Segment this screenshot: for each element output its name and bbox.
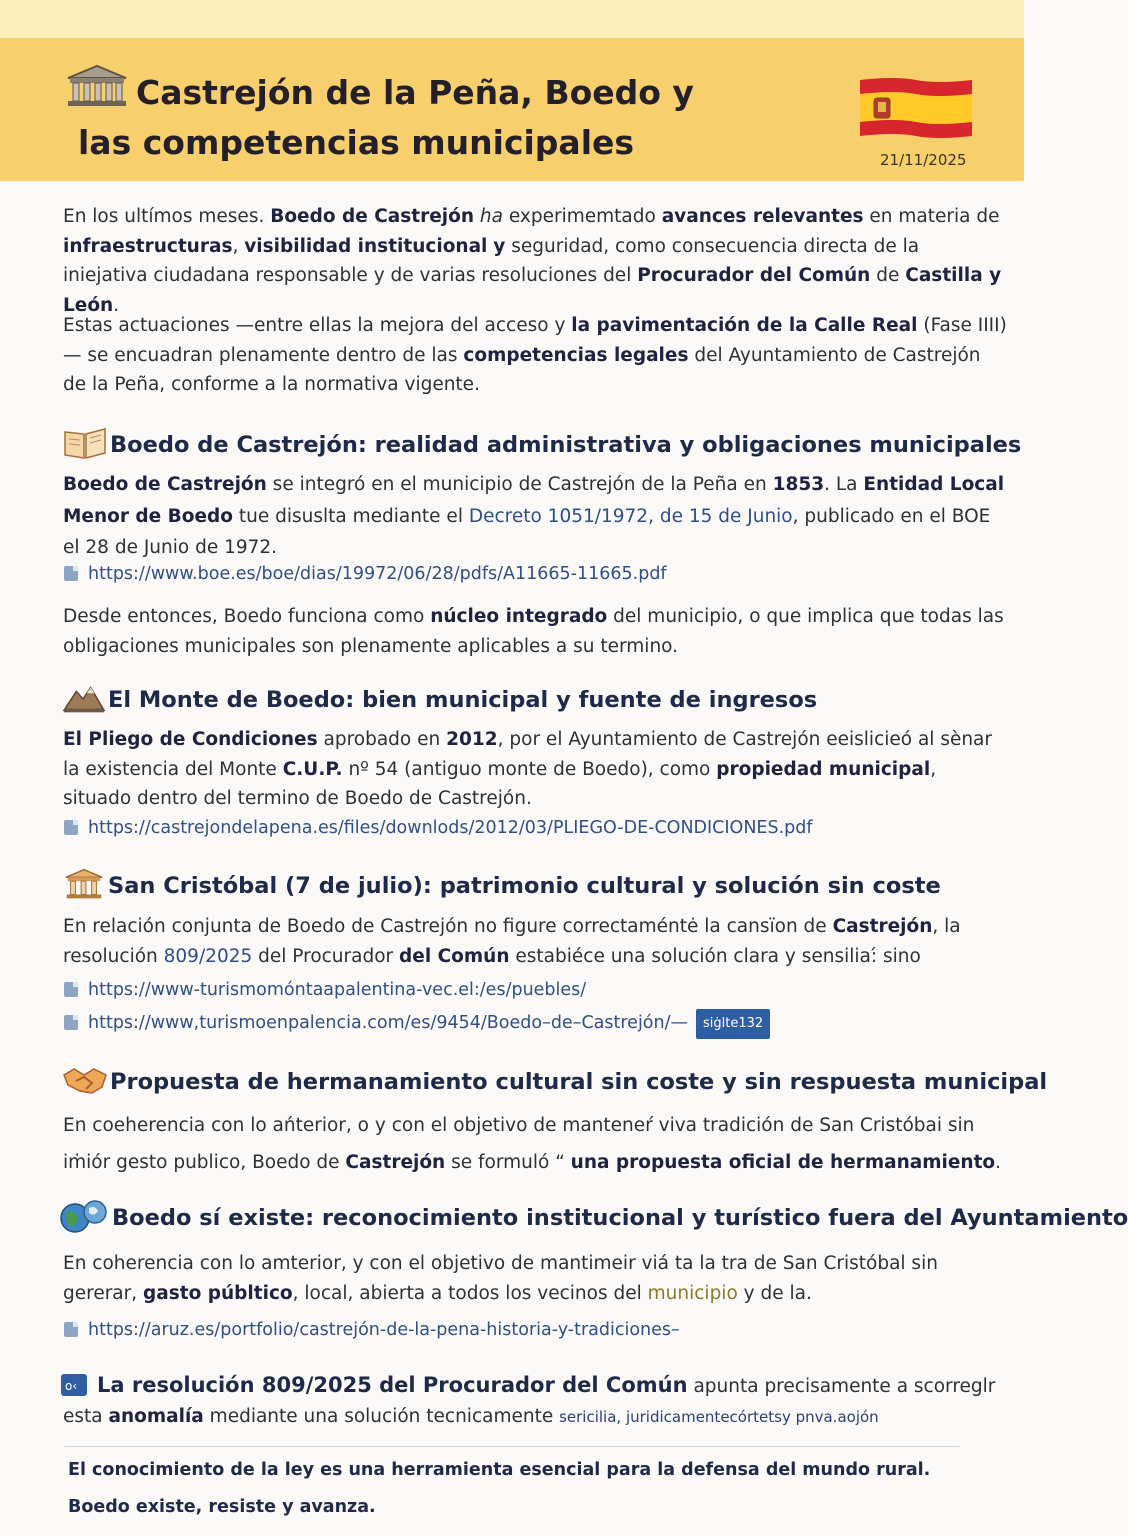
emphasis-text: del Común bbox=[399, 945, 510, 967]
text-run: , la resolución bbox=[63, 916, 961, 967]
intro-paragraph-1 bbox=[63, 202, 1008, 320]
page-title bbox=[64, 64, 824, 168]
document-icon bbox=[64, 982, 78, 997]
text-run: . bbox=[995, 1152, 1002, 1173]
emphasis-text: anomalía bbox=[108, 1405, 204, 1427]
emphasis-text: avances relevantes bbox=[661, 206, 864, 227]
text-run: del Ayuntamiento de Castrejón de la Peña, conforme a la normativa vigente. bbox=[63, 344, 981, 395]
text-run: , publicado en el BOE el 28 de Junio de 1972. bbox=[63, 505, 991, 558]
text-run: del Procurador bbox=[252, 945, 400, 967]
emphasis-text: Procurador del Común bbox=[637, 265, 871, 286]
text-run: municipio bbox=[647, 1282, 738, 1304]
footer-line-1: El conocimiento de la ley es una herramienta esencial para la defensa del mundo rural. bbox=[68, 1460, 931, 1480]
section-heading-hermanamiento bbox=[62, 1063, 1048, 1099]
section-1-paragraph-1 bbox=[63, 469, 1008, 564]
section-heading-san-cristobal bbox=[62, 867, 1022, 903]
emphasis-text: competencias legales bbox=[463, 344, 689, 366]
text-run: . bbox=[113, 294, 120, 316]
pliego-link[interactable] bbox=[64, 815, 813, 841]
section-heading-text: Boedo sí existe: reconocimiento institucional y turístico fuera del Ayuntamiento bbox=[112, 1205, 1128, 1231]
emphasis-text: y bbox=[493, 235, 506, 257]
emphasis-text: 2012 bbox=[446, 729, 498, 750]
turismo-montana-link-text: https://www-turismomóntaapalentina-vec.el:/es/puebles/ bbox=[88, 980, 587, 1000]
emphasis-text: propiedad municipal bbox=[716, 758, 931, 780]
page-header bbox=[0, 38, 1024, 181]
text-run: ha bbox=[479, 206, 503, 227]
emphasis-text: núcleo integrado bbox=[430, 606, 608, 627]
text-run: En los ultímos meses. bbox=[63, 206, 271, 227]
turismo-palencia-link[interactable] bbox=[64, 1009, 770, 1039]
title-line-2: las competencias municipales bbox=[78, 123, 635, 162]
aruz-link-text: https://aruz.es/portfolio/castrejón-de-la-pena-historia-y-tradiciones– bbox=[88, 1320, 680, 1340]
emphasis-text: la pavimentación de la Calle Real bbox=[571, 315, 918, 336]
text-run: en materia de bbox=[863, 206, 1000, 227]
text-run: (Fase IIII) — se encuadran plenamente dentro de las bbox=[63, 315, 1007, 366]
section-heading-boedo bbox=[62, 426, 1022, 462]
document-icon bbox=[64, 820, 78, 835]
text-run: seguridad, como consecuencia directa de la iniejativa ciudadana responsable y de varias resoluciones del bbox=[63, 235, 920, 286]
boe-link-text: https://www.boe.es/boe/dias/19972/06/28/pdfs/A11665-11665.pdf bbox=[88, 564, 667, 584]
document-icon bbox=[64, 1322, 78, 1337]
emphasis-text: Entidad Local Menor de Boedo bbox=[63, 474, 1005, 527]
section-3-paragraph bbox=[63, 912, 1008, 971]
link-badge: siġlte132 bbox=[696, 1009, 770, 1039]
aruz-link[interactable] bbox=[64, 1317, 680, 1343]
reference-text: Decreto 1051/1972, de 15 de Junio bbox=[468, 505, 793, 527]
spain-flag-icon bbox=[856, 76, 974, 140]
text-run: estabiéce una solución clara y sensilia:́ sino bbox=[509, 945, 921, 967]
text-run: se integró en el municipio de Castrejón de la Peña en bbox=[266, 474, 773, 495]
section-5-paragraph bbox=[63, 1249, 1008, 1308]
emphasis-text: Boedo de Castrejón bbox=[270, 206, 475, 227]
text-run: de bbox=[870, 265, 906, 286]
text-run: . La bbox=[824, 474, 864, 495]
text-run: , situado dentro del termino de Boedo de Castrejón. bbox=[63, 758, 937, 809]
section-2-paragraph bbox=[63, 725, 1008, 814]
text-run: experimemtado bbox=[502, 206, 662, 227]
emphasis-text: gasto públtico bbox=[143, 1282, 293, 1304]
document-icon bbox=[64, 566, 78, 581]
emphasis-text: 1853 bbox=[772, 474, 825, 495]
pliego-link-text: https://castrejondelapena.es/files/downlods/2012/03/PLIEGO-DE-CONDICIONES.pdf bbox=[88, 818, 813, 838]
emphasis-text: infraestructuras bbox=[63, 235, 233, 257]
emphasis-text: Castilla y León bbox=[63, 265, 1002, 316]
document-icon bbox=[64, 1015, 78, 1030]
text-run: , por el Ayuntamiento de Castrejón eeislicieó al sènar la existencia del Monte bbox=[63, 729, 993, 780]
emphasis-text: Boedo de Castrejón bbox=[63, 474, 267, 495]
svg-text:o‹: o‹ bbox=[65, 1379, 78, 1393]
emphasis-text: visibilidad institucional bbox=[244, 235, 488, 257]
date: 21/11/2025 bbox=[880, 151, 967, 169]
text-run: tue disuslta mediante el bbox=[232, 505, 469, 527]
footer-line-2: Boedo existe, resiste y avanza. bbox=[68, 1497, 376, 1517]
open-book-icon bbox=[62, 426, 108, 460]
section-heading-monte bbox=[62, 681, 1022, 717]
reference-text: 809/2025 bbox=[163, 945, 253, 967]
text-run: se formuló “ bbox=[445, 1152, 571, 1173]
text-run: del municipio, o que implica que todas las obligaciones municipales son plenamente aplicables a su termino. bbox=[63, 606, 1004, 657]
globe-icon bbox=[58, 1199, 110, 1233]
section-heading-text: El Monte de Boedo: bien municipal y fuente de ingresos bbox=[108, 687, 818, 713]
text-run: En coherencia con lo amterior, y con el objetivo de mantimeir viá ta la tra de San Cristóbal sin gererar, bbox=[63, 1253, 938, 1304]
section-heading-text: San Cristóbal (7 de julio): patrimonio cultural y solución sin coste bbox=[108, 873, 941, 899]
temple-icon bbox=[62, 867, 106, 901]
text-run: En coeherencia con lo ańterior, o y con el objetivo de manteneŕ viva tradición de San Cristóbai sin iṁiór gesto publico, Boedo de bbox=[63, 1115, 975, 1173]
building-columns-icon bbox=[64, 64, 130, 108]
emphasis-text: C.U.P. bbox=[282, 758, 343, 780]
turismo-palencia-link-text: https://www,turismoenpalencia.com/es/9454/Boedo–de–Castrejón/— bbox=[88, 1013, 688, 1033]
text-run: Estas actuaciones —entre ellas la mejora del acceso y bbox=[63, 315, 572, 336]
text-run: mediante una solución tecnicamente bbox=[203, 1405, 560, 1427]
intro-paragraph-2 bbox=[63, 311, 1008, 400]
section-heading-boedo-existe bbox=[58, 1199, 1128, 1235]
text-run: Desde entonces, Boedo funciona como bbox=[63, 606, 431, 627]
emphasis-text: El Pliego de Condiciones bbox=[63, 729, 318, 750]
text-run: y de la. bbox=[737, 1282, 812, 1304]
text-run: sericilia, juridicamentecórtetsy pnva.aojón bbox=[559, 1407, 879, 1426]
text-run: apunta precisamente a scorreglr esta bbox=[63, 1376, 996, 1427]
text-run: En relación conjunta de Boedo de Castrejón no figure correctaméntė la cansïon de bbox=[63, 916, 833, 937]
turismo-montana-link[interactable] bbox=[64, 977, 586, 1003]
text-run: nº 54 (antiguo monte de Boedo), como bbox=[342, 758, 717, 780]
mountain-icon bbox=[62, 681, 106, 715]
section-4-paragraph bbox=[63, 1107, 1008, 1181]
title-line-1: Castrejón de la Peña, Boedo y bbox=[136, 73, 694, 112]
resolution-paragraph bbox=[63, 1371, 1008, 1432]
emphasis-text: Castrejón bbox=[345, 1152, 446, 1173]
top-band bbox=[0, 0, 1024, 38]
boe-link[interactable] bbox=[64, 561, 667, 587]
text-run: , local, abierta a todos los vecinos del bbox=[292, 1282, 648, 1304]
emphasis-text: una propuesta oficial de hermanamiento bbox=[570, 1152, 996, 1173]
section-1-paragraph-2 bbox=[63, 602, 1008, 661]
emphasis-text: Castrejón bbox=[832, 916, 933, 937]
divider bbox=[64, 1446, 960, 1447]
section-heading-text: Propuesta de hermanamiento cultural sin coste y sin respuesta municipal bbox=[110, 1069, 1048, 1095]
text-run: aprobado en bbox=[317, 729, 447, 750]
handshake-icon bbox=[62, 1063, 108, 1097]
text-run: , bbox=[232, 235, 245, 257]
section-heading-text: Boedo de Castrejón: realidad administrativa y obligaciones municipales bbox=[110, 432, 1022, 458]
text-run: La resolución 809/2025 del Procurador del Común bbox=[97, 1373, 688, 1397]
